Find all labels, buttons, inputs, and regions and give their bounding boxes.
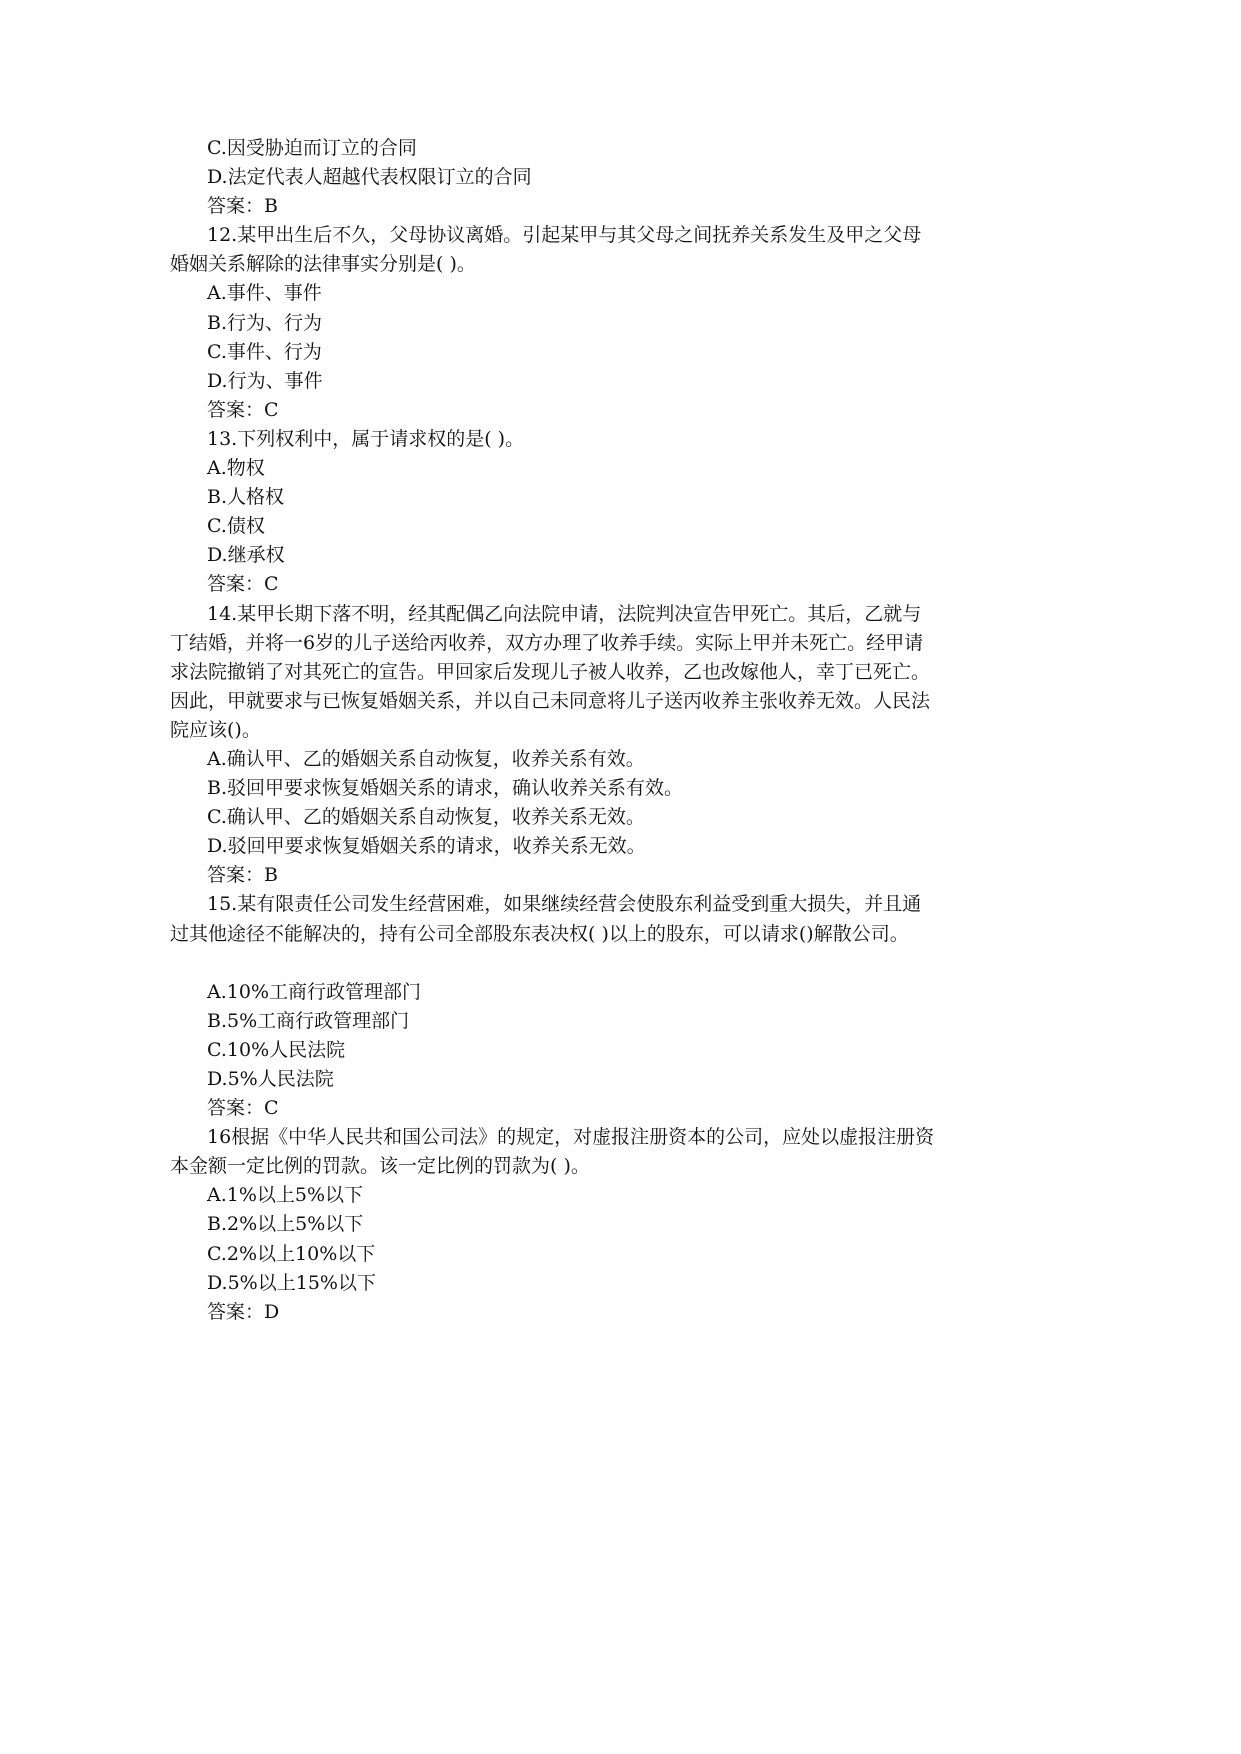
- question-stem: 求法院撤销了对其死亡的宣告。甲回家后发现儿子被人收养，乙也改嫁他人，幸丁已死亡。: [170, 660, 931, 683]
- answer-line: 答案：B: [207, 195, 278, 218]
- question-stem: 因此，甲就要求与已恢复婚姻关系，并以自己未同意将儿子送丙收养主张收养无效。人民法: [170, 689, 931, 712]
- question-stem: 13.下列权利中，属于请求权的是( )。: [207, 427, 525, 450]
- answer-option: D.行为、事件: [207, 369, 323, 392]
- answer-option: A.1%以上5%以下: [207, 1184, 364, 1207]
- answer-option: C.10%人民法院: [207, 1038, 346, 1061]
- question-stem: 16根据《中华人民共和国公司法》的规定，对虚报注册资本的公司，应处以虚报注册资: [207, 1126, 935, 1149]
- answer-option: B.5%工商行政管理部门: [207, 1009, 410, 1032]
- answer-option: A.确认甲、乙的婚姻关系自动恢复，收养关系有效。: [207, 747, 645, 770]
- answer-option: A.10%工商行政管理部门: [207, 980, 421, 1003]
- question-stem: 丁结婚，并将一6岁的儿子送给丙收养，双方办理了收养手续。实际上甲并未死亡。经甲请: [170, 631, 924, 654]
- answer-option: D.法定代表人超越代表权限订立的合同: [207, 166, 532, 189]
- answer-line: 答案：C: [207, 398, 279, 421]
- question-stem: 本金额一定比例的罚款。该一定比例的罚款为( )。: [170, 1155, 590, 1178]
- answer-line: 答案：C: [207, 573, 279, 596]
- answer-option: B.人格权: [207, 486, 285, 509]
- answer-option: B.行为、行为: [207, 311, 323, 334]
- answer-option: D.5%以上15%以下: [207, 1271, 376, 1294]
- answer-option: B.2%以上5%以下: [207, 1213, 364, 1236]
- answer-line: 答案：B: [207, 864, 278, 887]
- answer-option: C.事件、行为: [207, 340, 322, 363]
- answer-option: C.2%以上10%以下: [207, 1242, 376, 1265]
- question-stem: 婚姻关系解除的法律事实分别是( )。: [170, 253, 476, 276]
- answer-option: D.继承权: [207, 544, 285, 567]
- answer-option: A.事件、事件: [207, 282, 322, 305]
- document-page: [170, 134, 950, 1327]
- answer-option: C.因受胁迫而订立的合同: [207, 137, 417, 159]
- answer-option: C.确认甲、乙的婚姻关系自动恢复，收养关系无效。: [207, 806, 645, 829]
- question-stem: 12.某甲出生后不久，父母协议离婚。引起某甲与其父母之间抚养关系发生及甲之父母: [207, 224, 922, 247]
- blank-line: [170, 949, 950, 978]
- question-stem: 院应该()。: [170, 718, 261, 741]
- answer-option: B.驳回甲要求恢复婚姻关系的请求，确认收养关系有效。: [207, 777, 684, 800]
- answer-option: D.5%人民法院: [207, 1068, 334, 1090]
- question-stem: 14.某甲长期下落不明，经其配偶乙向法院申请，法院判决宣告甲死亡。其后，乙就与: [207, 602, 922, 625]
- question-stem: 15.某有限责任公司发生经营困难，如果继续经营会使股东利益受到重大损失，并且通: [207, 893, 922, 916]
- question-stem: 过其他途径不能解决的，持有公司全部股东表决权( )以上的股东，可以请求()解散公司。: [170, 922, 909, 945]
- answer-line: 答案：D: [207, 1300, 280, 1323]
- answer-line: 答案：C: [207, 1097, 279, 1120]
- answer-option: D.驳回甲要求恢复婚姻关系的请求，收养关系无效。: [207, 835, 646, 858]
- answer-option: A.物权: [207, 457, 265, 480]
- answer-option: C.债权: [207, 515, 265, 538]
